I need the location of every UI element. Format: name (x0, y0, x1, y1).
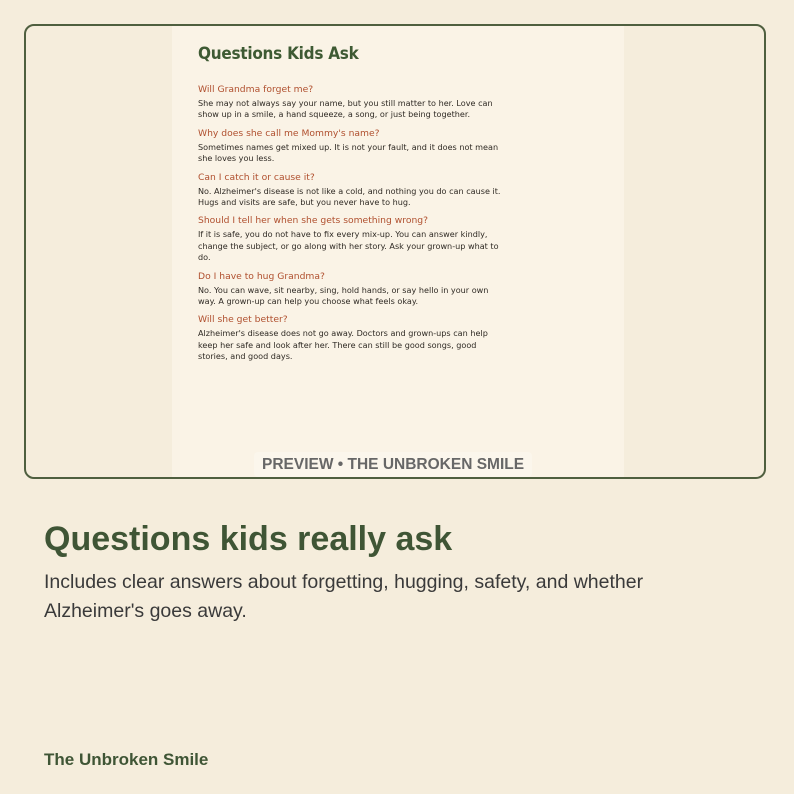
question: Should I tell her when she gets something wrong? (198, 215, 429, 227)
question: Will Grandma forget me? (198, 84, 314, 95)
answer: If it is safe, you do not have to fix every mix-up. You can answer kindly, change the subject, or go along with her story. Ask your grown-up what to do. (198, 229, 499, 263)
qa-item (198, 128, 508, 165)
question: Do I have to hug Grandma? (198, 270, 325, 282)
preview-frame (24, 24, 766, 479)
qa-list (198, 84, 508, 370)
qa-item (198, 84, 508, 121)
question: Can I catch it or cause it? (198, 171, 315, 183)
footer-brand: The Unbroken Smile (44, 750, 209, 769)
answer: No. You can wave, sit nearby, sing, hold hands, or say hello in your own way. A grown-up can help you choose what feels okay. (198, 284, 489, 307)
answer: No. Alzheimer's disease is not like a cold, and nothing you do can cause it. Hugs and visits are safe, but you never have to hug. (198, 185, 501, 208)
question: Why does she call me Mommy's name? (198, 127, 380, 139)
qa-item (198, 271, 508, 308)
qa-item (198, 314, 508, 362)
headline: Questions kids really ask (44, 520, 453, 558)
question: Will she get better? (198, 314, 288, 326)
qa-item (198, 215, 508, 263)
answer: Alzheimer's disease does not go away. Doctors and grown-ups can help keep her safe and look after her. There can still be good songs, good stories, and good days. (198, 328, 488, 362)
answer: Sometimes names get mixed up. It is not your fault, and it does not mean she loves you less. (198, 141, 499, 164)
preview-badge: PREVIEW • THE UNBROKEN SMILE (254, 452, 532, 477)
qa-item (198, 172, 508, 209)
description: Includes clear answers about forgetting, hugging, safety, and whether Alzheimer's goes away. (44, 571, 644, 622)
preview-page (172, 26, 624, 479)
page-title: Questions Kids Ask (198, 44, 359, 64)
answer: She may not always say your name, but you still matter to her. Love can show up in a smile, a hand squeeze, a song, or just being together. (198, 98, 493, 120)
